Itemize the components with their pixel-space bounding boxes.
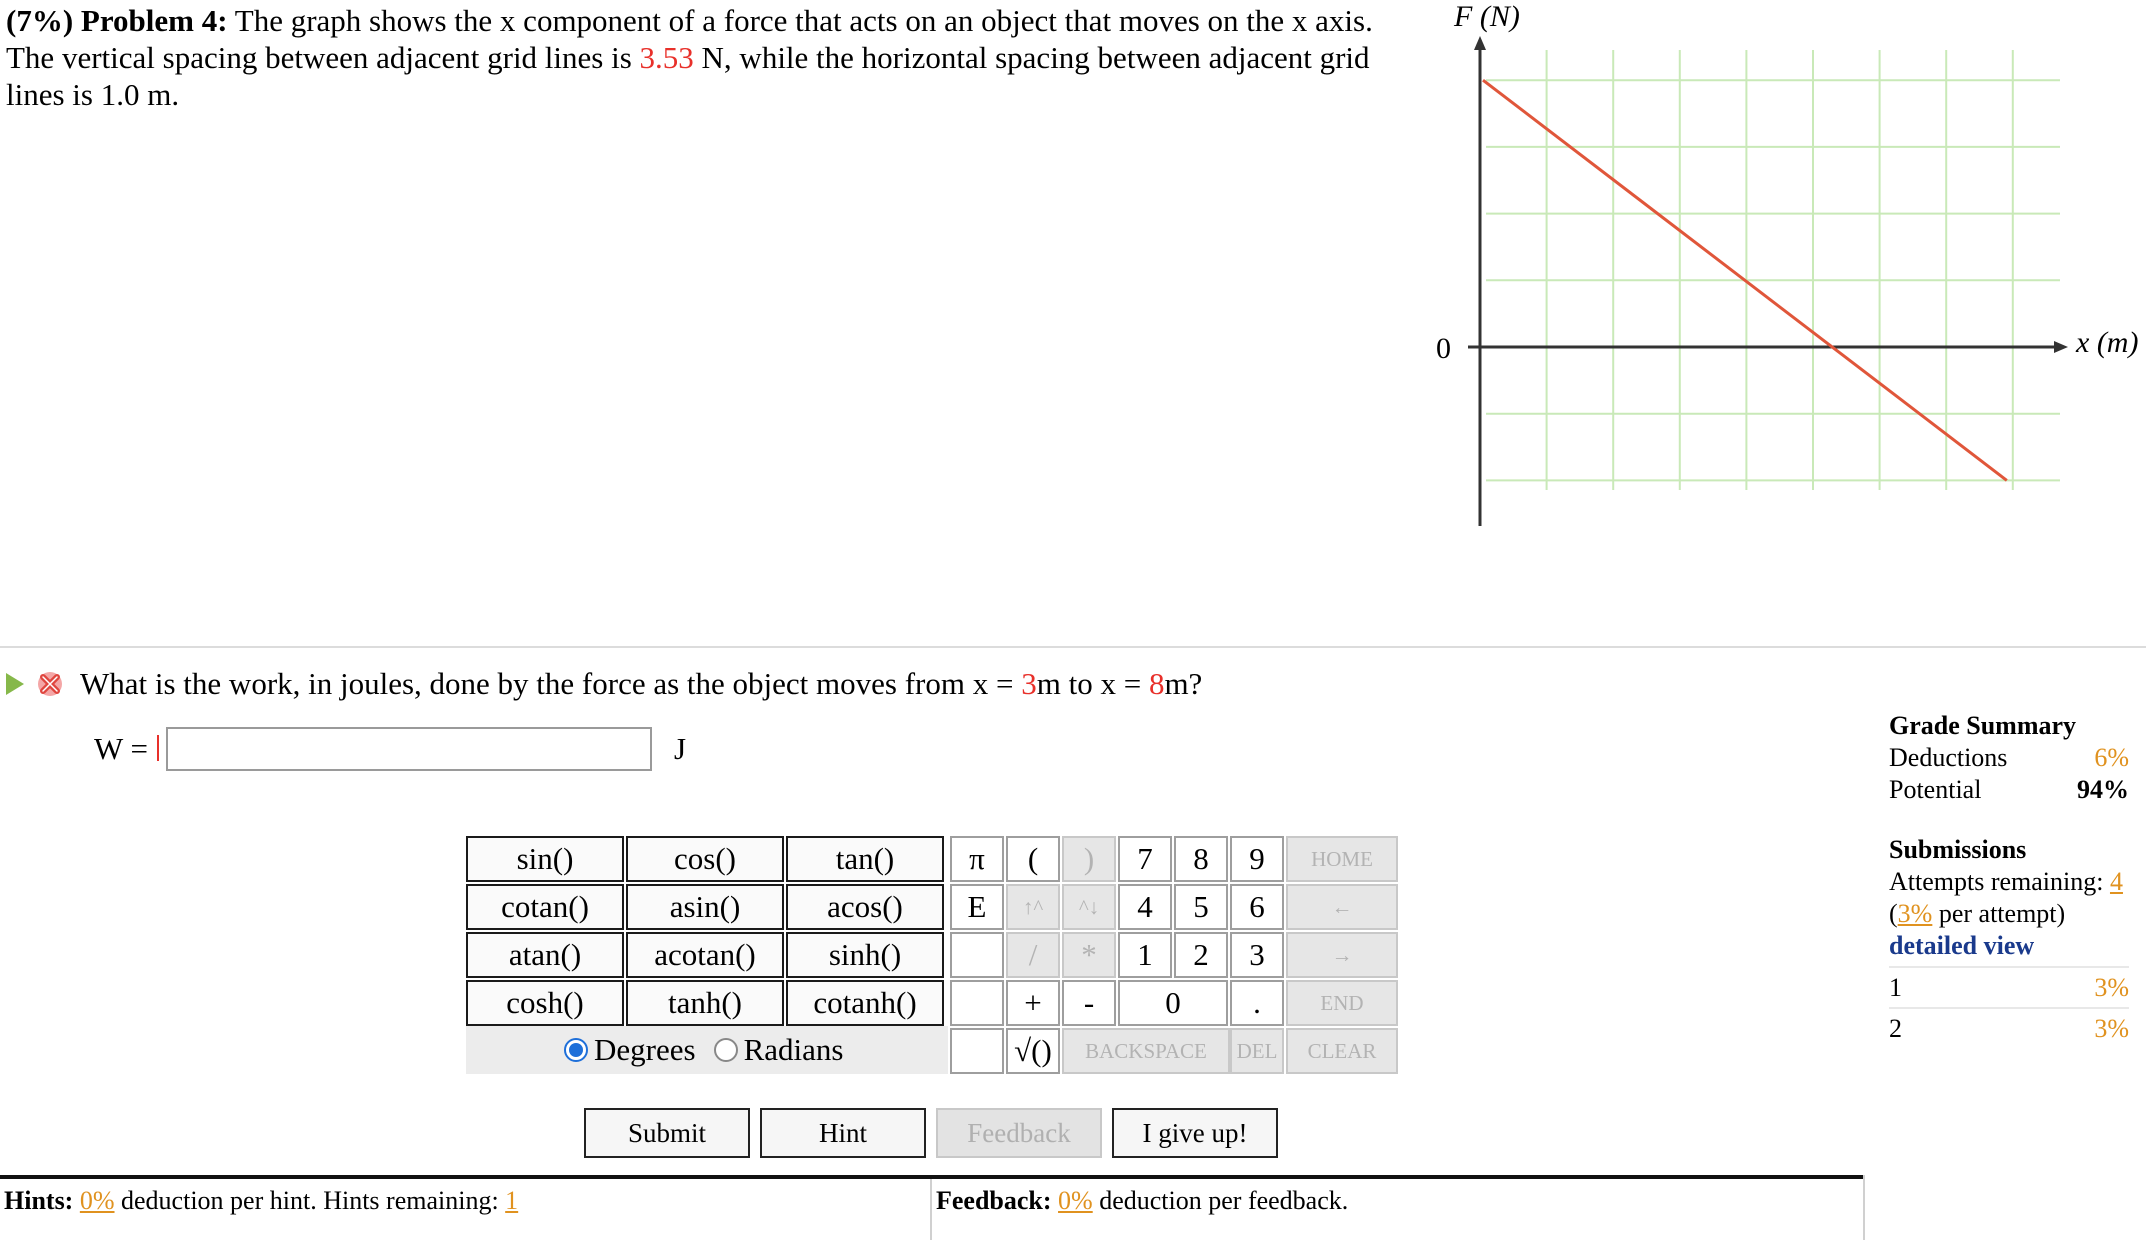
blank-key[interactable] [950, 980, 1004, 1026]
function-key[interactable]: cos() [626, 836, 784, 882]
section-divider [0, 646, 2146, 648]
bottom-divider [0, 1175, 1865, 1179]
question-text-3: m? [1164, 666, 1203, 701]
grade-summary-title: Grade Summary [1889, 711, 2077, 740]
close-paren-key[interactable]: ) [1062, 836, 1116, 882]
problem-label: Problem 4: [80, 3, 228, 38]
del-key[interactable]: DEL [1230, 1028, 1284, 1074]
y-axis-arrow-icon [1474, 36, 1486, 50]
cursor-left-key[interactable]: ← [1286, 884, 1398, 930]
power-up-key[interactable]: ↑^ [1006, 884, 1060, 930]
submission-deduction: 3% [2094, 972, 2129, 1002]
per-attempt-value: 3% [1897, 899, 1933, 928]
feedback-text: deduction per feedback. [1092, 1186, 1349, 1215]
problem-text-2: N, while the horizontal spacing between adjacent grid lines is 1.0 m. [6, 40, 1370, 112]
digit-key[interactable]: 9 [1230, 836, 1284, 882]
blank-key[interactable] [950, 1028, 1004, 1074]
submit-button[interactable]: Submit [584, 1108, 750, 1158]
clear-key[interactable]: CLEAR [1286, 1028, 1398, 1074]
submission-number: 1 [1889, 972, 1902, 1002]
grade-summary-panel [1889, 710, 2129, 1048]
answer-row [94, 727, 686, 771]
feedback-button[interactable]: Feedback [936, 1108, 1102, 1158]
home-key[interactable]: HOME [1286, 836, 1398, 882]
feedback-info [936, 1180, 1348, 1222]
submissions-title: Submissions [1889, 835, 2027, 864]
minus-key[interactable]: - [1062, 980, 1116, 1026]
incorrect-icon [34, 668, 66, 700]
end-key[interactable]: END [1286, 980, 1398, 1026]
question-x1: 3 [1021, 666, 1037, 701]
question [6, 664, 1202, 704]
function-key[interactable]: asin() [626, 884, 784, 930]
x-axis-label: x (m) [2076, 326, 2139, 359]
degrees-radio[interactable] [564, 1038, 588, 1062]
digit-key[interactable]: 7 [1118, 836, 1172, 882]
answer-input[interactable] [166, 727, 652, 771]
digit-key[interactable]: 5 [1174, 884, 1228, 930]
problem-statement [6, 2, 1406, 113]
divide-key[interactable]: / [1006, 932, 1060, 978]
sqrt-key[interactable]: √() [1006, 1028, 1060, 1074]
radians-label: Radians [743, 1032, 844, 1067]
hints-text: deduction per hint. Hints remaining: [114, 1186, 506, 1215]
hints-label: Hints: [4, 1186, 74, 1215]
digit-key[interactable]: 2 [1174, 932, 1228, 978]
force-graph [1400, 0, 2146, 560]
attempts-label: Attempts remaining: [1889, 867, 2110, 896]
hints-remaining: 1 [505, 1186, 519, 1215]
function-key[interactable]: tan() [786, 836, 944, 882]
multiply-key[interactable]: * [1062, 932, 1116, 978]
hints-info [4, 1180, 518, 1222]
feedback-label: Feedback: [936, 1186, 1052, 1215]
submission-number: 2 [1889, 1013, 1902, 1043]
backspace-key[interactable]: BACKSPACE [1062, 1028, 1230, 1074]
problem-text-1: The graph shows the x component of a force that acts on an object that moves on the x axis. The vertical spacing between adjacent grid lines is [6, 3, 1373, 75]
detailed-view-link[interactable]: detailed view [1889, 931, 2035, 960]
function-key[interactable]: cosh() [466, 980, 624, 1026]
question-text-2: m to x = [1036, 666, 1142, 701]
per-attempt-text: per attempt) [1932, 899, 2066, 928]
question-text-1: What is the work, in joules, done by the force as the object moves from x = [80, 666, 1014, 701]
play-icon[interactable] [6, 673, 24, 695]
digit-key[interactable]: 8 [1174, 836, 1228, 882]
degrees-label: Degrees [594, 1032, 696, 1067]
graph-grid [1486, 50, 2060, 490]
open-paren-key[interactable]: ( [1006, 836, 1060, 882]
submission-list [1889, 966, 2129, 1048]
question-x2: 8 [1148, 666, 1165, 701]
bottom-right-border [1863, 1175, 1865, 1240]
digit-key[interactable]: 3 [1230, 932, 1284, 978]
deductions-value: 6% [2094, 743, 2129, 772]
digit-key[interactable]: 6 [1230, 884, 1284, 930]
function-key[interactable]: sinh() [786, 932, 944, 978]
blank-key[interactable] [950, 932, 1004, 978]
feedback-deduction: 0% [1058, 1186, 1093, 1215]
deductions-label: Deductions [1889, 743, 2008, 772]
potential-value: 94% [2077, 775, 2129, 804]
give-up-button[interactable]: I give up! [1112, 1108, 1278, 1158]
radians-radio[interactable] [714, 1038, 738, 1062]
per-attempt-open: ( [1889, 899, 1898, 928]
digit-key[interactable]: 0 [1118, 980, 1228, 1026]
function-key[interactable]: acos() [786, 884, 944, 930]
function-key[interactable]: cotan() [466, 884, 624, 930]
pi-key[interactable]: π [950, 836, 1004, 882]
digit-key[interactable]: 4 [1118, 884, 1172, 930]
answer-label: W = [94, 731, 148, 766]
submission-row [1889, 966, 2129, 1007]
hints-deduction: 0% [79, 1186, 115, 1215]
function-key[interactable]: cotanh() [786, 980, 944, 1026]
submission-row [1889, 1007, 2129, 1048]
x-axis-arrow-icon [2054, 341, 2068, 353]
function-key[interactable]: acotan() [626, 932, 784, 978]
bottom-separator [930, 1179, 932, 1240]
answer-unit: J [673, 731, 687, 766]
origin-label: 0 [1436, 332, 1451, 365]
y-axis-label: F (N) [1454, 0, 1520, 33]
digit-key[interactable]: 1 [1118, 932, 1172, 978]
function-key[interactable]: tanh() [626, 980, 784, 1026]
submission-deduction: 3% [2094, 1013, 2129, 1043]
decimal-key[interactable]: . [1230, 980, 1284, 1026]
e-key[interactable]: E [950, 884, 1004, 930]
cursor-right-key[interactable]: → [1286, 932, 1398, 978]
plus-key[interactable]: + [1006, 980, 1060, 1026]
angle-mode-selector [466, 1026, 948, 1074]
function-key[interactable]: sin() [466, 836, 624, 882]
function-key[interactable]: atan() [466, 932, 624, 978]
vertical-spacing-value: 3.53 [639, 40, 694, 75]
power-down-key[interactable]: ^↓ [1062, 884, 1116, 930]
potential-label: Potential [1889, 775, 1982, 804]
text-caret [157, 735, 159, 761]
attempts-value: 4 [2109, 867, 2123, 896]
hint-button[interactable]: Hint [760, 1108, 926, 1158]
problem-weight: (7%) [6, 3, 74, 38]
